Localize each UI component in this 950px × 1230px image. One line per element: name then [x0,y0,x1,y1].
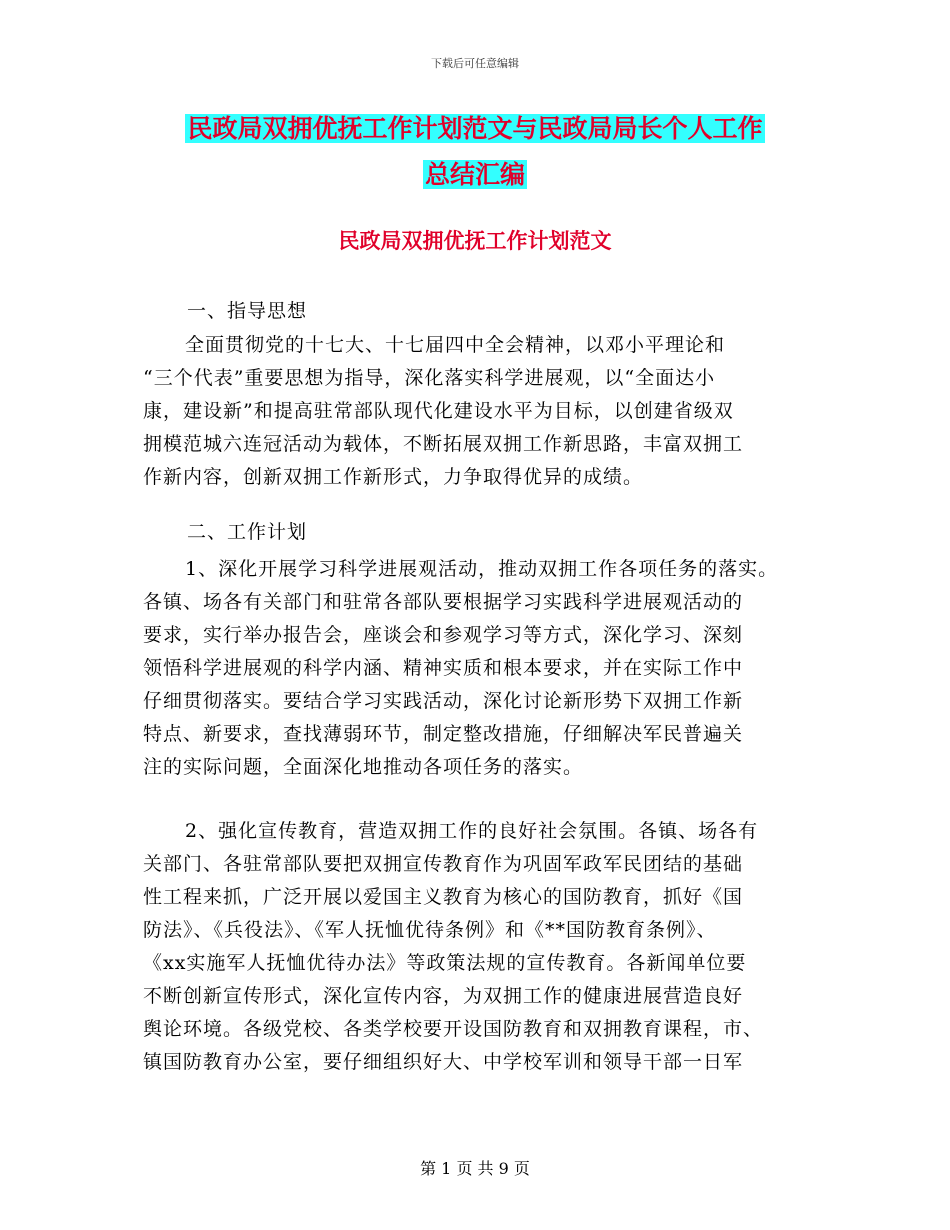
document-title-line-2: 总结汇编 [424,160,525,189]
text-line: 康，建设新”和提高驻常部队现代化建设水平为目标，以创建省级双 [143,400,734,422]
section-title: 民政局双拥优抚工作计划范文 [338,229,612,253]
text-line: 特点、新要求，查找薄弱环节，制定整改措施，仔细解决军民普遍关 [143,723,744,745]
page-footer: 第 1 页 共 9 页 [420,1159,530,1178]
text-line: 防法》、《兵役法》、《军人抚恤优待条例》和《**国防教育条例》、 [143,919,717,941]
text-line: 1、深化开展学习科学进展观活动，推动双拥工作各项任务的落实。 [185,558,779,580]
text-line: 全面贯彻党的十七大、十七届四中全会精神，以邓小平理论和 [185,334,726,356]
paragraph-item-2 [143,815,823,1079]
text-line: 不断创新宣传形式，深化宣传内容，为双拥工作的健康进展营造良好 [143,985,744,1007]
text-line: 各镇、场各有关部门和驻常各部队要根据学习实践科学进展观活动的 [143,591,744,613]
text-line: 仔细贯彻落实。要结合学习实践活动，深化讨论新形势下双拥工作新 [143,690,744,712]
text-line: 舆论环境。各级党校、各类学校要开设国防教育和双拥教育课程，市、 [143,1018,764,1040]
header-note: 下载后可任意编辑 [431,57,519,70]
text-line: 关部门、各驻常部队要把双拥宣传教育作为巩固军政军民团结的基础 [143,853,744,875]
text-line: “三个代表”重要思想为指导，深化落实科学进展观，以“全面达小 [143,367,716,389]
text-line: 要求，实行举办报告会，座谈会和参观学习等方式，深化学习、深刻 [143,624,744,646]
text-line: 领悟科学进展观的科学内涵、精神实质和根本要求，并在实际工作中 [143,657,744,679]
text-line: 作新内容，创新双拥工作新形式，力争取得优异的成绩。 [143,466,644,488]
paragraph-guiding-ideology [143,329,823,494]
text-line: 2、强化宣传教育，营造双拥工作的良好社会氛围。各镇、场各有 [185,820,759,842]
text-line: 注的实际问题，全面深化地推动各项任务的落实。 [143,756,584,778]
text-line: 《xx实施军人抚恤优待办法》等政策法规的宣传教育。各新闻单位要 [143,952,747,974]
document-title-line-1: 民政局双拥优抚工作计划范文与民政局局长个人工作 [187,114,763,143]
text-line: 性工程来抓，广泛开展以爱国主义教育为核心的国防教育，抓好《国 [143,886,744,908]
heading-work-plan: 二、工作计划 [187,521,308,543]
heading-guiding-ideology: 一、指导思想 [187,300,308,322]
document-title [0,106,950,198]
text-line: 拥模范城六连冠活动为载体，不断拓展双拥工作新思路，丰富双拥工 [143,433,744,455]
paragraph-item-1 [143,553,823,784]
text-line: 镇国防教育办公室，要仔细组织好大、中学校军训和领导干部一日军 [143,1051,744,1073]
